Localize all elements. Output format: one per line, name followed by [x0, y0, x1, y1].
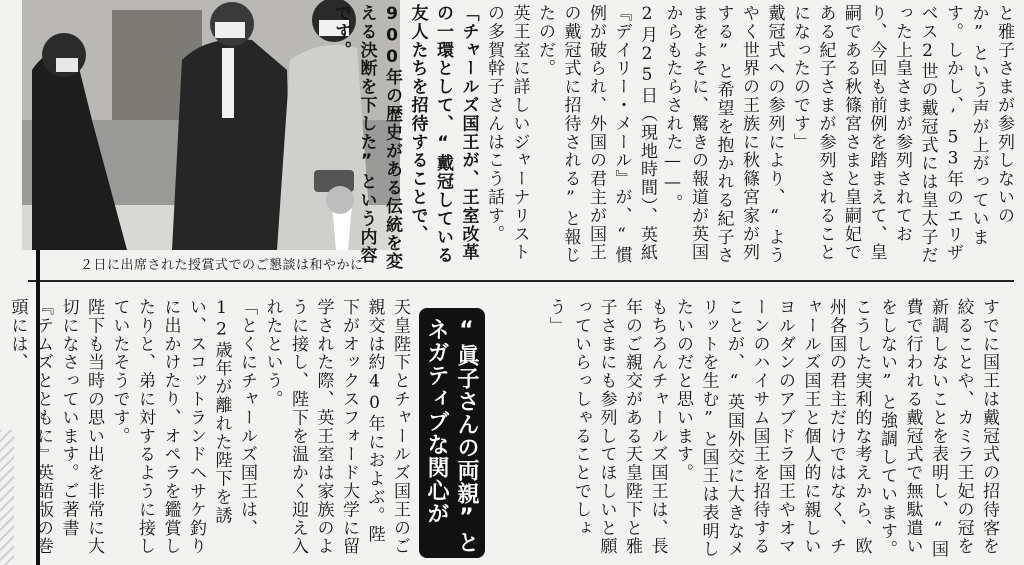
bottom-paragraph-1: 天皇陛下とチャールズ国王のご親交は約40年におよぶ。陛下がオックスフォード大学に留学された際、英王室は家族のように接し、陛下を温かく迎え入れたという。 [262, 298, 410, 556]
horizontal-rule [28, 280, 1014, 282]
top-paragraph-1: と雅子さまが参列しないのか”という声が上がっています。しかし、’53年のエリザベス2世の戴冠式には皇太子だった上皇さまが参列されており、今回も前例を踏まえて、皇嗣である秋篠宮さまと皇嗣妃である紀子さまが参列されることになったのです」 [790, 4, 1014, 265]
quote-bold-lead: 「チャールズ国王が、王室改革の一環として、“戴冠している友人たちを招待することで、900年の歴史がある伝統を変える決断を下した”という内容です。 [331, 4, 479, 271]
photo-caption: ２日に出席された授賞式でのご懇談は和やかに [80, 258, 364, 273]
section-heading: “眞子さんの両親”とネガティブな関心が [419, 308, 485, 558]
top-article-text [331, 4, 1016, 272]
top-paragraph-4: 英王室に詳しいジャーナリストの多賀幹子さんはこう話す。 [484, 4, 530, 262]
cont-paragraph-1: すでに国王は戴冠式の招待客を絞ることや、カミラ王妃の冠を新調しないことを表明し、“国費で行われる戴冠式で無駄遣いをしない”と強調しています。 [877, 298, 999, 559]
bottom-article-text [7, 298, 412, 560]
middle-article-text [545, 298, 1001, 560]
cont-paragraph-3: もちろんチャールズ国王は、長年のご親交がある天皇陛下と雅子さまにも参列してほしいと願っていらっしゃることでしょう」 [545, 298, 668, 556]
top-paragraph-2: 戴冠式への参列により、“ようやく世界の王族に秋篠宮家が列する”と希望を抱かれる紀子さまをよそに、驚きの報道が英国からもたらされた——。 [662, 4, 785, 265]
cont-paragraph-2: こうした実利的な考えから、欧州各国の君主だけではなく、チャールズ国王と個人的に親しいヨルダンのアブドラ国王やオマーンのハイサム国王を招待することが、“英国外交に大きなメリットを生む”と国王は表明したいのだと思います。 [673, 298, 872, 559]
bottom-paragraph-2: 「とくにチャールズ国王は、12歳年が離れた陛下を誘い、スコットランドへサケ釣りに出かけたり、オペラを鑑賞したりと、弟に対するように接していたそうです。 [109, 298, 257, 556]
top-paragraph-3: 2月25日（現地時間）、英紙『デイリー・メール』が、“慣例が破られ、外国の君主が国王の戴冠式に招待される”と報じたのだ。 [535, 4, 657, 265]
bottom-paragraph-3: 陛下も当時の思い出を非常に大切になさっています。ご著書『テムズとともに』英語版の巻頭には、 [7, 298, 104, 556]
